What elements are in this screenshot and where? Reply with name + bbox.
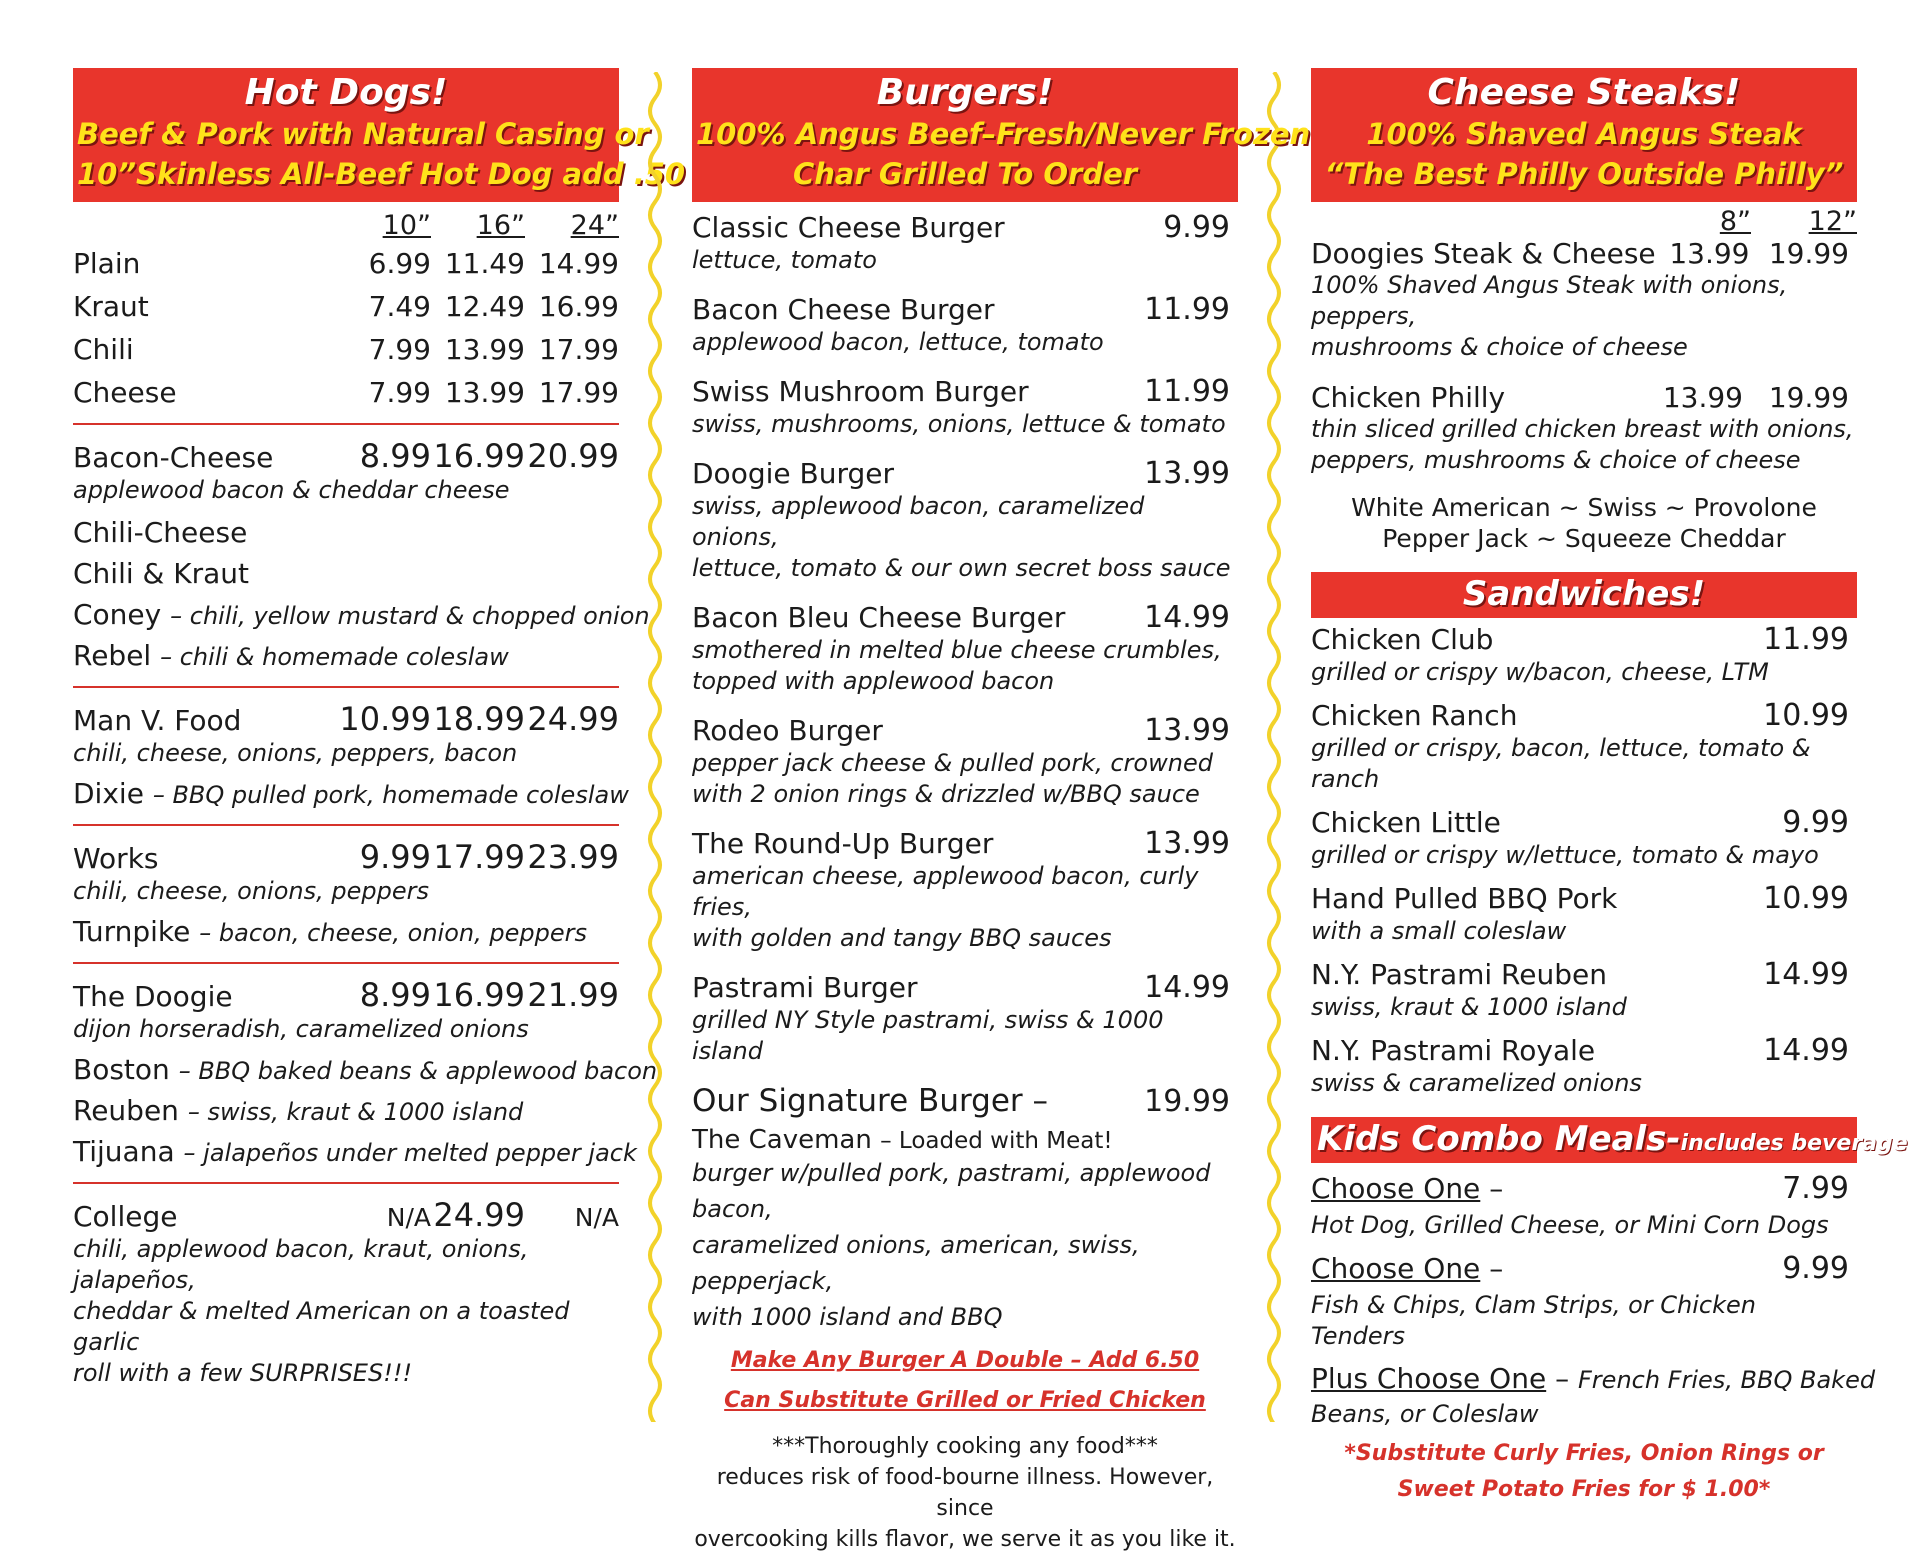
item-description: – bacon, cheese, onion, peppers [199, 919, 587, 947]
burger-item [692, 292, 1238, 358]
item-description: – swiss, kraut & 1000 island [187, 1098, 524, 1126]
item-price: 14.99 [1763, 1033, 1849, 1068]
item-subname: The Caveman [692, 1125, 872, 1155]
item-price: 7.99 [368, 376, 431, 409]
item-price: 13.99 [444, 333, 525, 366]
item-description: 100% Shaved Angus Steak with onions, peppers, [1311, 271, 1788, 330]
item-name: Bacon-Cheese [73, 441, 274, 474]
food-safety-notice: overcooking kills flavor, we serve it as you like it. [694, 1527, 1236, 1552]
item-price: 8.99 [359, 437, 431, 475]
burger-item [692, 210, 1238, 276]
menu-group-header [73, 1196, 619, 1234]
item-price: 14.99 [538, 247, 619, 280]
item-price: 24.99 [527, 700, 619, 738]
item-description: smothered in melted blue cheese crumbles, [692, 636, 1222, 664]
item-name: N.Y. Pastrami Royale [1311, 1034, 1596, 1067]
item-tagline: – Loaded with Meat! [880, 1128, 1113, 1154]
burgers-subtitle-1: 100% Angus Beef–Fresh/Never Frozen [696, 117, 1311, 151]
item-description: French Fries, BBQ Baked [1578, 1366, 1876, 1394]
item-description: applewood bacon, lettuce, tomato [692, 328, 1104, 356]
menu-group-header [73, 976, 619, 1014]
menu-item [73, 1053, 658, 1086]
item-name: Pastrami Burger [692, 971, 918, 1004]
item-description: pepper jack cheese & pulled pork, crowned [692, 749, 1213, 777]
squiggle-divider [643, 72, 667, 1422]
steak-item [1311, 381, 1857, 476]
item-description: caramelized onions, american, swiss, pepperjack, [692, 1231, 1140, 1295]
item-price: 16.99 [433, 976, 525, 1014]
substitute-fries-note: *Substitute Curly Fries, Onion Rings or [1344, 1441, 1824, 1466]
item-name: Chicken Philly [1311, 381, 1506, 414]
section-divider [73, 423, 619, 425]
size-header [1311, 206, 1857, 237]
item-price: 9.99 [1163, 210, 1230, 245]
item-description: swiss, kraut & 1000 island [1311, 993, 1627, 1021]
size-label: 10” [382, 210, 431, 241]
item-price: 11.49 [444, 247, 525, 280]
item-name: Rodeo Burger [692, 714, 883, 747]
item-price: 12.49 [444, 290, 525, 323]
item-price: 17.99 [538, 333, 619, 366]
item-price: 11.99 [1763, 622, 1849, 657]
double-burger-note: Make Any Burger A Double – Add 6.50 [730, 1348, 1200, 1373]
burger-item [692, 374, 1238, 440]
sandwich-item [1311, 698, 1857, 795]
item-name: The Round-Up Burger [692, 827, 994, 860]
cheese-steaks-banner [1311, 68, 1857, 202]
item-price: 13.99 [1669, 237, 1750, 270]
item-name: Plain [73, 247, 141, 280]
choice-dash: – [1480, 1172, 1504, 1205]
item-name: Chicken Club [1311, 623, 1494, 656]
item-description: grilled or crispy, bacon, lettuce, tomato & ranch [1311, 734, 1811, 793]
choice-label: Choose One [1311, 1172, 1481, 1205]
hot-dogs-subtitle-1: Beef & Pork with Natural Casing or [77, 117, 649, 151]
item-name: Kraut [73, 290, 149, 323]
item-price: N/A [386, 1203, 431, 1232]
menu-group-header [73, 700, 619, 738]
item-name: Hand Pulled BBQ Pork [1311, 882, 1618, 915]
kids-combo-subtitle: includes beverage [1680, 1131, 1908, 1156]
menu-item [73, 598, 650, 631]
item-name: Bacon Bleu Cheese Burger [692, 601, 1066, 634]
menu-item [73, 639, 619, 672]
item-price: 10.99 [1763, 881, 1849, 916]
choice-dash: – [1480, 1252, 1504, 1285]
kids-combo-list [1311, 1171, 1876, 1508]
burger-item [692, 456, 1238, 584]
size-label: 24” [570, 210, 619, 241]
sandwich-item [1311, 622, 1857, 688]
signature-burger [692, 1083, 1238, 1335]
section-divider [73, 962, 619, 964]
item-price: 7.99 [1782, 1171, 1849, 1206]
item-description: lettuce, tomato & our own secret boss sauce [692, 554, 1231, 582]
sandwich-item [1311, 1033, 1857, 1099]
item-description: burger w/pulled pork, pastrami, applewood bacon, [692, 1159, 1211, 1223]
item-price: 9.99 [1782, 1251, 1849, 1286]
squiggle-line [650, 72, 660, 1422]
choice-label: Plus Choose One [1311, 1362, 1547, 1395]
item-description: – jalapeños under melted pepper jack [183, 1139, 637, 1167]
item-name: Doogie Burger [692, 457, 894, 490]
item-price: 19.99 [1144, 1084, 1230, 1119]
item-name: Works [73, 842, 159, 875]
item-description: – chili, yellow mustard & chopped onion [170, 602, 650, 630]
item-name: Cheese [73, 376, 177, 409]
menu-item [73, 376, 619, 409]
item-price: 6.99 [368, 247, 431, 280]
sandwich-item [1311, 957, 1857, 1023]
item-name: Chicken Little [1311, 806, 1501, 839]
item-price: 18.99 [433, 700, 525, 738]
item-name: Chili-Cheese [73, 516, 248, 549]
sandwiches-banner [1311, 572, 1857, 618]
item-description: swiss & caramelized onions [1311, 1069, 1642, 1097]
item-description: swiss, applewood bacon, caramelized onions, [692, 492, 1145, 551]
item-description: with golden and tangy BBQ sauces [692, 924, 1112, 952]
item-description: dijon horseradish, caramelized onions [73, 1015, 529, 1043]
item-name: Bacon Cheese Burger [692, 293, 995, 326]
menu-item [73, 777, 629, 810]
item-price: 7.99 [368, 333, 431, 366]
item-price: 24.99 [433, 1196, 525, 1234]
cheese-steaks-subtitle-1: 100% Shaved Angus Steak [1366, 117, 1802, 151]
item-description: – BBQ pulled pork, homemade coleslaw [152, 781, 629, 809]
kids-combo-banner [1311, 1117, 1908, 1163]
item-description: roll with a few SURPRISES!!! [73, 1359, 413, 1387]
item-price: 13.99 [1144, 826, 1230, 861]
choice-dash: – [1546, 1362, 1578, 1395]
menu-group-header [73, 838, 619, 876]
hot-dogs-banner [73, 68, 686, 202]
steak-item [1311, 237, 1857, 363]
item-name: Rebel [73, 639, 152, 672]
item-name: Chili [73, 333, 134, 366]
item-price: 17.99 [538, 376, 619, 409]
item-description: with 1000 island and BBQ [692, 1303, 1003, 1331]
item-name: Man V. Food [73, 704, 242, 737]
item-name: Reuben [73, 1094, 179, 1127]
item-price: 11.99 [1144, 292, 1230, 327]
item-price: 10.99 [1763, 698, 1849, 733]
size-label: 12” [1808, 206, 1857, 237]
item-name: N.Y. Pastrami Reuben [1311, 958, 1607, 991]
item-name: Swiss Mushroom Burger [692, 375, 1029, 408]
size-label: 16” [476, 210, 525, 241]
menu-item [73, 247, 619, 280]
item-name: The Doogie [73, 980, 233, 1013]
section-divider [73, 824, 619, 826]
item-description: chili, cheese, onions, peppers [73, 877, 429, 905]
substitute-fries-note: Sweet Potato Fries for $ 1.00* [1397, 1477, 1771, 1502]
item-description: mushrooms & choice of cheese [1311, 333, 1688, 361]
item-price: 8.99 [359, 976, 431, 1014]
item-price: 14.99 [1144, 970, 1230, 1005]
sandwiches-title: Sandwiches! [1462, 574, 1706, 614]
item-name: Coney [73, 598, 162, 631]
item-price: 7.49 [368, 290, 431, 323]
item-price: 10.99 [339, 700, 431, 738]
cheese-list: White American ~ Swiss ~ Provolone [1351, 493, 1817, 522]
item-description: grilled NY Style pastrami, swiss & 1000 island [692, 1006, 1164, 1065]
item-name: Tijuana [73, 1135, 175, 1168]
item-name: Chili & Kraut [73, 557, 250, 590]
item-price: 21.99 [527, 976, 619, 1014]
choice-label: Choose One [1311, 1252, 1481, 1285]
section-divider [73, 1182, 619, 1184]
item-description: Hot Dog, Grilled Cheese, or Mini Corn Dogs [1311, 1211, 1829, 1239]
item-description: peppers, mushrooms & choice of cheese [1311, 446, 1801, 474]
cheese-options [1311, 492, 1857, 554]
burgers-section [692, 68, 1311, 1555]
item-name: Chicken Ranch [1311, 699, 1518, 732]
cheese-steaks-subtitle-2: “The Best Philly Outside Philly” [1324, 157, 1844, 191]
menu-item [73, 1094, 619, 1127]
size-header [73, 210, 619, 241]
size-label: 8” [1719, 206, 1751, 237]
hot-dogs-subtitle-2: 10”Skinless All-Beef Hot Dog add .50 [77, 157, 686, 191]
item-name: Turnpike [73, 915, 191, 948]
burgers-title: Burgers! [876, 72, 1054, 113]
item-description: with 2 onion rings & drizzled w/BBQ sauce [692, 780, 1200, 808]
item-price: 13.99 [1144, 456, 1230, 491]
sandwiches-list [1311, 622, 1857, 1099]
item-price: 17.99 [433, 838, 525, 876]
menu-item [73, 1135, 637, 1168]
menu-item [73, 915, 619, 948]
squiggle-divider [1262, 72, 1286, 1422]
item-description: grilled or crispy w/bacon, cheese, LTM [1311, 658, 1769, 686]
section-divider [73, 686, 619, 688]
item-description: swiss, mushrooms, onions, lettuce & tomato [692, 410, 1226, 438]
item-name: Classic Cheese Burger [692, 211, 1005, 244]
item-description: chili, applewood bacon, kraut, onions, jalapeños, [73, 1235, 529, 1294]
item-description: – chili & homemade coleslaw [160, 643, 509, 671]
item-price: 9.99 [1782, 805, 1849, 840]
menu-item [73, 557, 619, 590]
hot-dogs-section [73, 68, 686, 1389]
item-description: with a small coleslaw [1311, 917, 1567, 945]
item-name: Our Signature Burger – [692, 1083, 1049, 1119]
item-name: College [73, 1200, 178, 1233]
burgers-subtitle-2: Char Grilled To Order [792, 157, 1138, 191]
kids-combo-title: Kids Combo Meals- [1317, 1119, 1681, 1159]
burger-item [692, 713, 1238, 810]
item-description: grilled or crispy w/lettuce, tomato & mayo [1311, 841, 1819, 869]
sandwich-item [1311, 881, 1857, 947]
item-price: 9.99 [359, 838, 431, 876]
item-price: 19.99 [1768, 381, 1849, 414]
item-description: topped with applewood bacon [692, 667, 1055, 695]
kids-choice [1311, 1251, 1857, 1352]
item-price: 14.99 [1763, 957, 1849, 992]
substitute-chicken-note: Can Substitute Grilled or Fried Chicken [724, 1388, 1206, 1413]
squiggle-line [1269, 72, 1279, 1422]
food-safety-notice: ***Thoroughly cooking any food*** [772, 1434, 1158, 1459]
item-price: 13.99 [1662, 381, 1743, 414]
item-description: Fish & Chips, Clam Strips, or Chicken Tenders [1311, 1291, 1756, 1350]
item-price: 20.99 [527, 437, 619, 475]
item-price: 11.99 [1144, 374, 1230, 409]
cheese-list: Pepper Jack ~ Squeeze Cheddar [1382, 524, 1786, 553]
kids-choice [1311, 1171, 1857, 1241]
item-price: 13.99 [444, 376, 525, 409]
burger-item [692, 826, 1238, 954]
burgers-banner [692, 68, 1311, 202]
burger-item [692, 600, 1238, 697]
hot-dogs-title: Hot Dogs! [244, 72, 448, 113]
item-description: applewood bacon & cheddar cheese [73, 476, 510, 504]
sandwich-item [1311, 805, 1857, 871]
item-description: Beans, or Coleslaw [1311, 1400, 1539, 1428]
item-price: 19.99 [1768, 237, 1849, 270]
item-name: Dixie [73, 777, 144, 810]
burger-item [692, 970, 1238, 1067]
item-price: 14.99 [1144, 600, 1230, 635]
menu-item [73, 516, 619, 549]
item-price: 16.99 [433, 437, 525, 475]
item-name: Boston [73, 1053, 170, 1086]
menu-item [73, 290, 619, 323]
item-name: Doogies Steak & Cheese [1311, 237, 1656, 270]
kids-side-choice [1311, 1362, 1876, 1430]
cheese-steaks-section [1311, 68, 1908, 1508]
item-description: lettuce, tomato [692, 246, 877, 274]
item-price: N/A [574, 1203, 619, 1232]
item-description: thin sliced grilled chicken breast with onions, [1311, 415, 1854, 443]
item-price: 23.99 [527, 838, 619, 876]
item-description: cheddar & melted American on a toasted garlic [73, 1297, 570, 1356]
cheese-steaks-title: Cheese Steaks! [1427, 72, 1741, 113]
item-description: – BBQ baked beans & applewood bacon [178, 1057, 658, 1085]
item-description: american cheese, applewood bacon, curly fries, [692, 862, 1199, 921]
menu-group-header [73, 437, 619, 475]
item-price: 16.99 [538, 290, 619, 323]
item-description: chili, cheese, onions, peppers, bacon [73, 739, 518, 767]
food-safety-notice: reduces risk of food-bourne illness. However, since [716, 1465, 1214, 1521]
menu-item [73, 333, 619, 366]
item-price: 13.99 [1144, 713, 1230, 748]
